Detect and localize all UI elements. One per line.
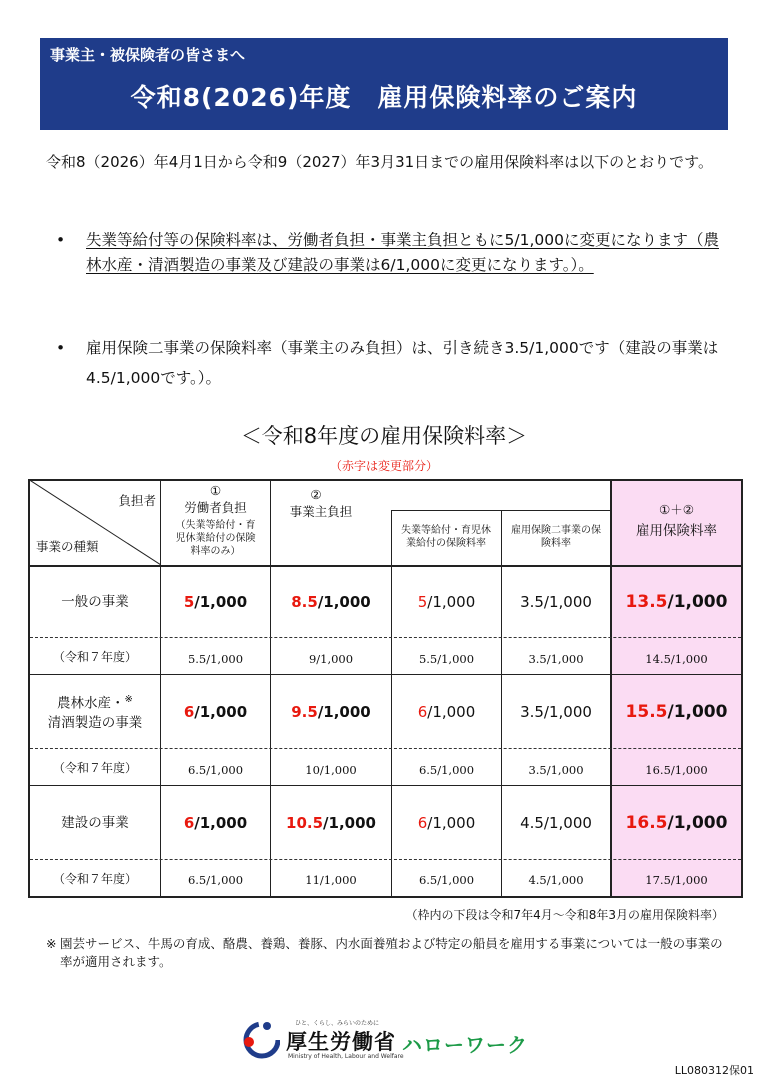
corner-top-label: 負担者 [118, 492, 156, 508]
two-projects-rate: 3.5/1,000 [520, 702, 592, 721]
prev-employer-rate: 9/1,000 [308, 652, 354, 666]
col2-num: ② [310, 487, 322, 502]
bullet-marker: • [56, 339, 66, 357]
prev-two-projects-rate: 3.5/1,000 [528, 763, 584, 777]
worker-rate: 5 /1,000 [183, 593, 248, 611]
prev-benefit-rate: 6.5/1,000 [418, 763, 475, 777]
prev-worker-rate: 6.5/1,000 [187, 763, 244, 777]
intro-text: 令和8（2026）年4月1日から令和9（2027）年3月31日までの雇用保険料率は以下のとおりです。 [46, 153, 713, 171]
total-rate: 15.5 /1,000 [625, 701, 728, 722]
table-border-top [28, 479, 743, 481]
employer-rate: 8.5 /1,000 [291, 593, 371, 611]
prev-two-projects-rate: 4.5/1,000 [528, 872, 584, 887]
prev-employer-rate: 10/1,000 [305, 763, 357, 777]
rate-table [28, 479, 743, 898]
worker-rate: 6 /1,000 [183, 813, 248, 832]
col3-label: 雇用保険料率 [636, 523, 717, 539]
corner-bottom-label: 事業の種類 [36, 538, 99, 554]
table-border-right [741, 479, 743, 898]
table-note: （赤字は変更部分） [329, 459, 438, 473]
benefit-rate: 5 /1,000 [417, 593, 476, 611]
total-rate: 13.5 /1,000 [625, 592, 728, 612]
table-border-bottom [28, 896, 743, 898]
prev-year-label: （令和７年度） [52, 760, 137, 775]
footnote-mark: ※ [46, 936, 57, 951]
hellowork-logo: ハローワーク [402, 1033, 528, 1057]
ministry-name: 厚生労働省 [286, 1030, 396, 1054]
header-subtitle: 事業主・被保険者の皆さまへ [50, 46, 246, 64]
footnote [46, 935, 730, 971]
page-title: 令和8(2026)年度 雇用保険料率のご案内 [130, 83, 638, 112]
bullet-text: 雇用保険二事業の保険料率（事業主のみ負担）は、引き続き3.5/1,000です（建設の事業は4.5/1,000です。）。 [86, 339, 719, 387]
col1-num: ① [209, 483, 222, 498]
logo-tagline: ひと、くらし、みらいのために [295, 1020, 380, 1027]
table-title: ＜令和8年度の雇用保険料率＞ [240, 424, 528, 448]
prev-worker-rate: 6.5/1,000 [187, 872, 244, 887]
ministry-logo [240, 1018, 540, 1064]
total-rate: 16.5 /1,000 [625, 812, 728, 833]
two-projects-rate: 3.5/1,000 [520, 593, 592, 611]
prev-benefit-rate: 5.5/1,000 [418, 652, 475, 666]
two-projects-rate: 4.5/1,000 [520, 813, 592, 832]
prev-employer-rate: 11/1,000 [305, 872, 357, 887]
table-footnote: （枠内の下段は令和7年4月～令和8年3月の雇用保険料率） [405, 908, 724, 922]
row-label: 農林水産・※ 清酒製造の事業 [47, 693, 143, 732]
prev-two-projects-rate: 3.5/1,000 [528, 652, 584, 666]
col2a-label: 失業等給付・育児休業給付の保険料率 [401, 525, 491, 549]
prev-total-rate: 16.5/1,000 [645, 763, 708, 777]
benefit-rate: 6 /1,000 [417, 702, 476, 721]
prev-worker-rate: 5.5/1,000 [187, 652, 244, 666]
col1-sub: （失業等給付・育児休業給付の保険料率のみ） [175, 519, 256, 557]
prev-total-rate: 17.5/1,000 [645, 872, 708, 887]
col1-label: 労働者負担 [184, 500, 247, 515]
employer-rate: 10.5 /1,000 [286, 813, 376, 832]
header-banner [40, 38, 728, 130]
row-label: 一般の事業 [61, 594, 129, 610]
prev-year-label: （令和７年度） [52, 649, 137, 664]
prev-year-label: （令和７年度） [52, 871, 137, 886]
ministry-name-en: Ministry of Health, Labour and Welfare [288, 1053, 404, 1060]
document-code: LL080312保01 [674, 1064, 754, 1077]
footnote-text: 園芸サービス、牛馬の育成、酪農、養鶏、養豚、内水面養殖および特定の船員を雇用する事業については一般の事業の率が適用されます。 [60, 936, 723, 969]
prev-total-rate: 14.5/1,000 [645, 652, 708, 666]
worker-rate: 6 /1,000 [183, 702, 248, 721]
mhlw-logo-icon [240, 1018, 280, 1062]
benefit-rate: 6 /1,000 [417, 813, 476, 832]
employer-rate: 9.5 /1,000 [291, 702, 371, 721]
row-label: 建設の事業 [61, 814, 129, 831]
col3-num: ①＋② [659, 502, 694, 517]
bullet-marker: • [56, 231, 66, 249]
col2-label: 事業主負担 [289, 504, 353, 519]
prev-benefit-rate: 6.5/1,000 [418, 872, 475, 887]
col2b-label: 雇用保険二事業の保険料率 [511, 525, 601, 549]
bullet-text: 失業等給付等の保険料率は、労働者負担・事業主負担ともに5/1,000に変更になります（農林水産・清酒製造の事業及び建設の事業は6/1,000に変更になります。）。 [86, 231, 719, 274]
